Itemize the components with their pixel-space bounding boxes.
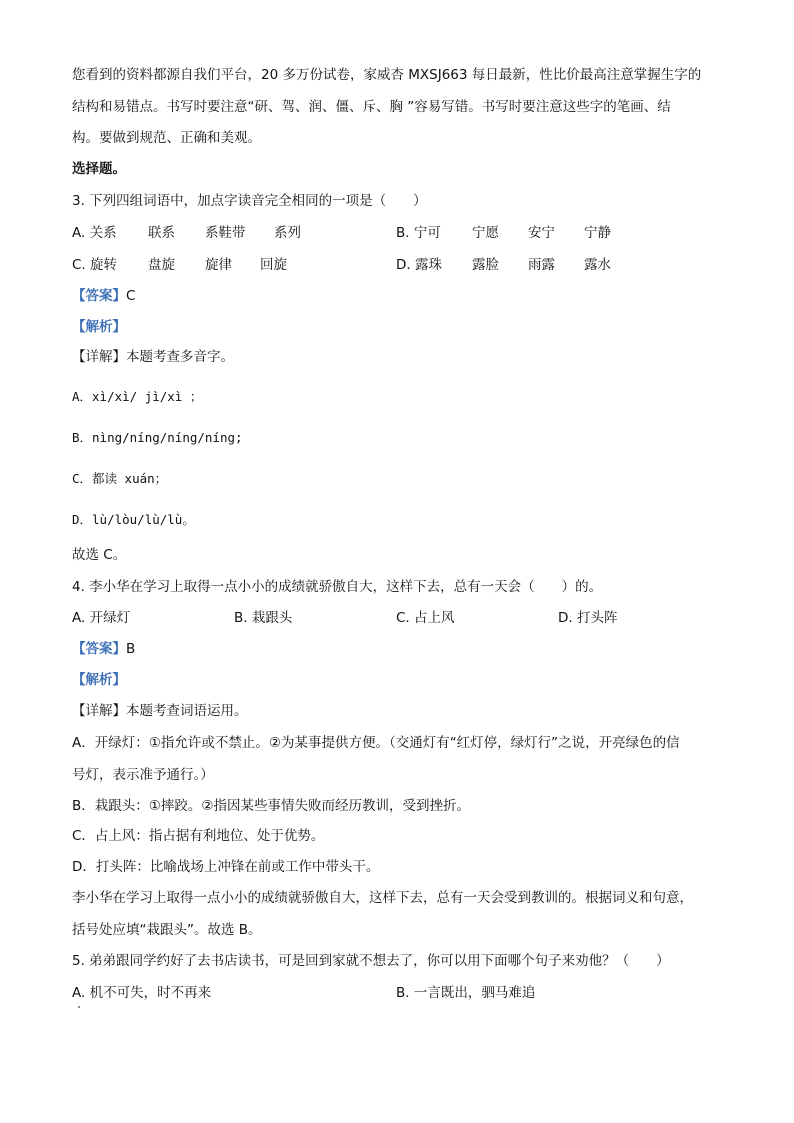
q4-explain-a-line-1: A．开绿灯：①指允许或不禁止。②为某事提供方便。（交通灯有“红灯停，绿灯行”之说，开亮绿色的信 <box>72 735 680 751</box>
section-title: 选择题。 <box>72 161 126 177</box>
q4-analysis-label: 【解析】 <box>72 672 126 688</box>
q4-explain-b: B．栽跟头：①摔跤。②指因某些事情失败而经历教训，受到挫折。 <box>72 798 470 814</box>
q3-analysis <box>72 318 126 336</box>
intro-line-3: 构。要做到规范、正确和美观。 <box>72 130 261 146</box>
q4-option-a: A. 开绿灯 <box>72 610 131 626</box>
q3-opt-d-word-2: 露脸 <box>472 257 499 273</box>
q3-opt-a-word-2: 联系 <box>148 225 175 241</box>
q4-answer-value: B <box>126 641 136 657</box>
q4-detail-text: 本题考查词语运用。 <box>126 703 248 719</box>
q3-opt-b-word-3: 安宁 <box>528 225 555 241</box>
q3-opt-c-word-3: 旋律 <box>205 257 232 273</box>
intro-line-1: 您看到的资料都源自我们平台，20 多万份试卷，家威杏 MXSJ663 每日最新，性比价最高注意掌握生字的 <box>72 67 702 83</box>
q3-explain-c: C．都读 xuán； <box>72 471 168 486</box>
q3-opt-c-word-1: C. 旋转 <box>72 257 118 273</box>
q3-opt-d-word-3: 雨露 <box>528 257 555 273</box>
q5-stem: 5. 弟弟跟同学约好了去书店读书，可是回到家就不想去了，你可以用下面哪个句子来劝他？（ ） <box>72 953 670 969</box>
q3-answer-label: 【答案】 <box>72 288 126 304</box>
q3-opt-a-word-1: A. 关系 <box>72 225 117 241</box>
q4-option-d: D. 打头阵 <box>558 610 618 626</box>
q3-opt-b-word-2: 宁愿 <box>472 225 499 241</box>
q5-option-b: B. 一言既出，驷马难追 <box>396 985 536 1001</box>
q4-explain-d: D．打头阵：比喻战场上冲锋在前或工作中带头干。 <box>72 859 380 875</box>
q3-detail-label: 【详解】 <box>72 349 126 365</box>
q3-explain-a: A．xì/xì/ jì/xì ； <box>72 389 203 404</box>
q3-opt-a-word-3: 系鞋带 <box>205 225 246 241</box>
q4-option-c: C. 占上风 <box>396 610 455 626</box>
q3-answer-value: C <box>126 288 136 304</box>
q4-detail <box>72 702 248 720</box>
q4-stem: 4. 李小华在学习上取得一点小小的成绩就骄傲自大，这样下去，总有一天会（ ）的。 <box>72 579 603 595</box>
q4-answer <box>72 640 135 658</box>
q4-conclusion-line-1: 李小华在学习上取得一点小小的成绩就骄傲自大，这样下去，总有一天会受到教训的。根据词义和句意， <box>72 890 693 906</box>
intro-line-2: 结构和易错点。书写时要注意“研、驾、润、僵、斥、胸 ”容易写错。书写时要注意这些字的笔画、结 <box>72 99 671 115</box>
q4-analysis <box>72 671 126 689</box>
stray-dot-mark <box>78 1006 80 1008</box>
q4-explain-c: C．占上风：指占据有利地位、处于优势。 <box>72 828 325 844</box>
q4-conclusion-line-2: 括号处应填“栽跟头”。故选 B。 <box>72 922 262 938</box>
q3-opt-d-word-4: 露水 <box>584 257 611 273</box>
q5-option-a: A. 机不可失，时不再来 <box>72 985 212 1001</box>
q4-detail-label: 【详解】 <box>72 703 126 719</box>
q3-explain-b: B．nìng/níng/níng/níng; <box>72 430 243 445</box>
q3-detail <box>72 348 234 366</box>
q4-option-b: B. 栽跟头 <box>234 610 293 626</box>
q3-conclusion: 故选 C。 <box>72 547 127 563</box>
q3-detail-text: 本题考查多音字。 <box>126 349 234 365</box>
q3-stem: 3. 下列四组词语中，加点字读音完全相同的一项是（ ） <box>72 193 427 209</box>
q3-opt-b-word-4: 宁静 <box>584 225 611 241</box>
q3-explain-d: D．lù/lòu/lù/lù。 <box>72 512 195 527</box>
q3-opt-c-word-2: 盘旋 <box>148 257 175 273</box>
q3-opt-b-word-1: B. 宁可 <box>396 225 441 241</box>
q3-opt-a-word-4: 系列 <box>274 225 301 241</box>
q3-opt-c-word-4: 回旋 <box>260 257 287 273</box>
q3-opt-d-word-1: D. 露珠 <box>396 257 442 273</box>
q4-answer-label: 【答案】 <box>72 641 126 657</box>
q3-answer <box>72 287 135 305</box>
q3-analysis-label: 【解析】 <box>72 319 126 335</box>
q4-explain-a-line-2: 号灯，表示准予通行。） <box>72 767 214 783</box>
